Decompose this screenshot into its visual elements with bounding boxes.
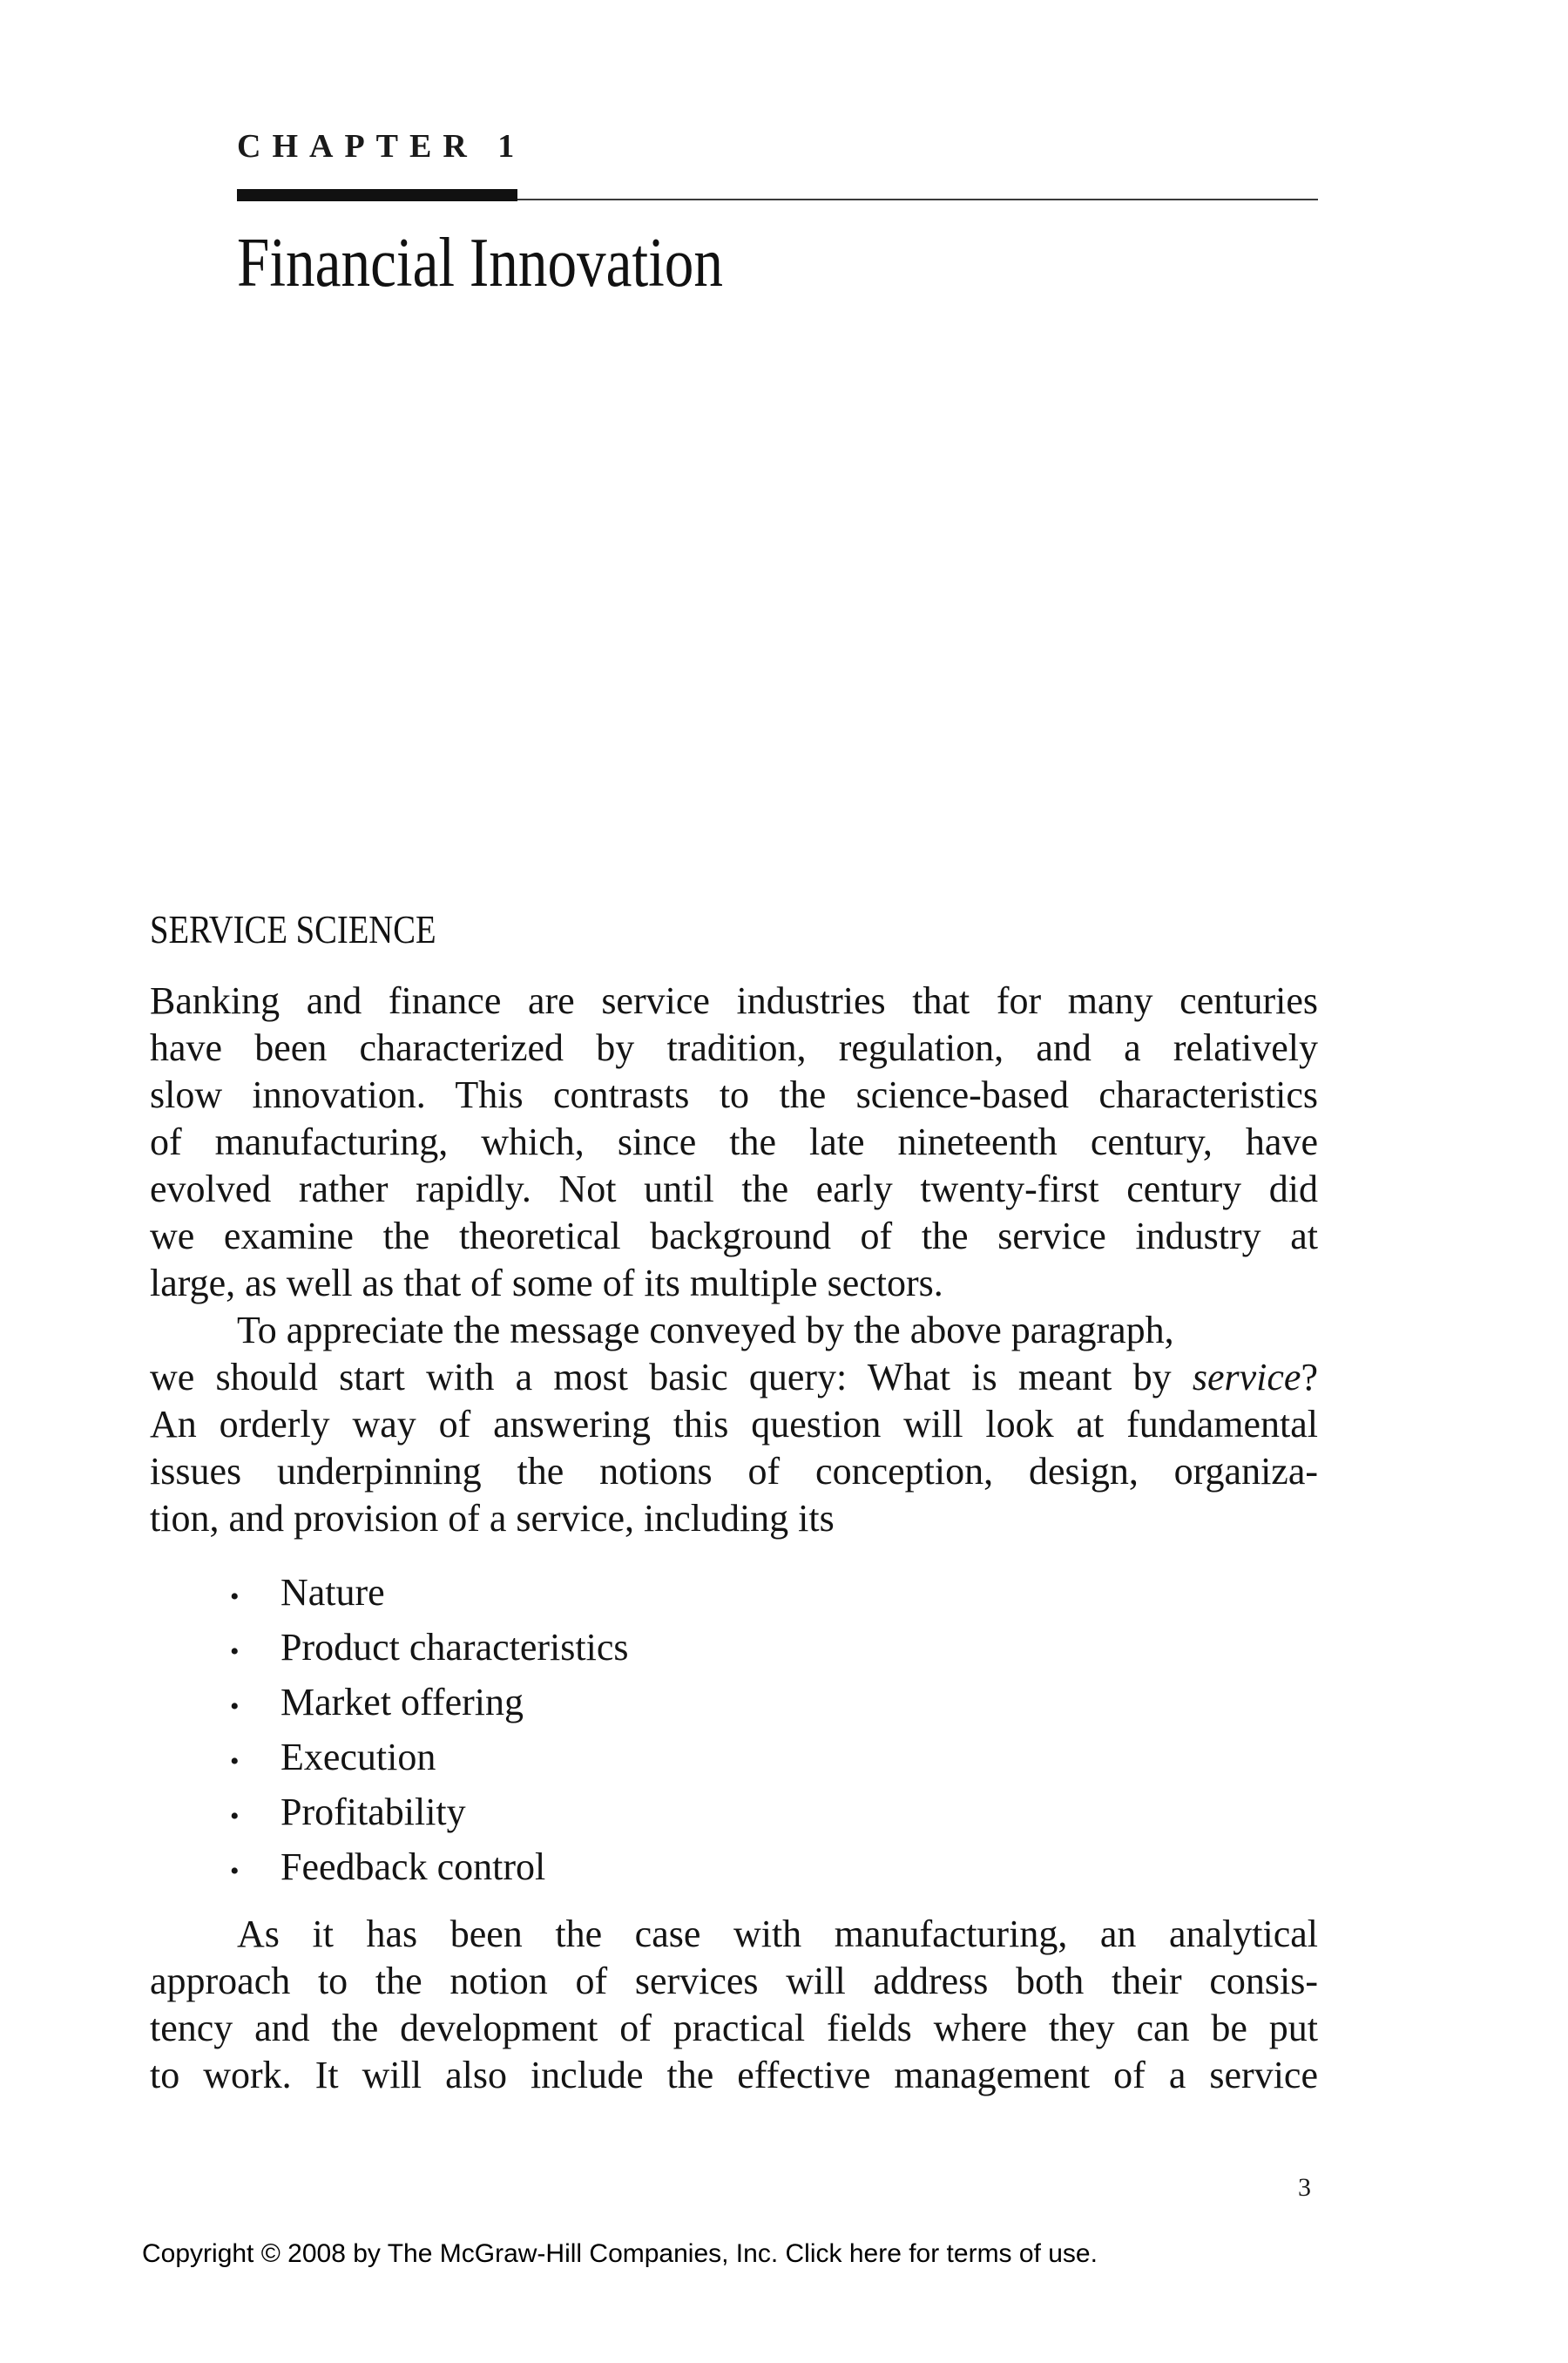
paragraph-3 bbox=[150, 1911, 1318, 2099]
paragraph-line: An orderly way of answering this question will look at fundamental bbox=[150, 1403, 1318, 1446]
bullet-icon: • bbox=[230, 1637, 240, 1666]
chapter-rule-thin bbox=[517, 199, 1318, 200]
paragraph-line: slow innovation. This contrasts to the science-based characteristics bbox=[150, 1073, 1318, 1116]
copyright-link[interactable]: Copyright © 2008 by The McGraw-Hill Companies, Inc. Click here for terms of use. bbox=[142, 2239, 1098, 2268]
list-item bbox=[230, 1675, 629, 1730]
bullet-icon: • bbox=[230, 1857, 240, 1886]
paragraph-line: we examine the theoretical background of the service industry at bbox=[150, 1215, 1318, 1257]
paragraph-line: large, as well as that of some of its multiple sectors. bbox=[150, 1262, 943, 1304]
paragraph-line bbox=[150, 1354, 1318, 1401]
chapter-rule-thick bbox=[237, 189, 517, 201]
page-number: 3 bbox=[1298, 2173, 1311, 2202]
section-heading: SERVICE SCIENCE bbox=[150, 907, 436, 951]
list-item-label: Profitability bbox=[280, 1791, 466, 1833]
paragraph-line: As it has been the case with manufacturing, an analytical bbox=[237, 1913, 1318, 1955]
paragraph-line: have been characterized by tradition, regulation, and a relatively bbox=[150, 1026, 1318, 1069]
bullet-icon: • bbox=[230, 1692, 240, 1721]
list-item-label: Execution bbox=[280, 1736, 436, 1778]
paragraph-line: tion, and provision of a service, including its bbox=[150, 1497, 835, 1540]
chapter-label: CHAPTER 1 bbox=[237, 128, 526, 165]
paragraph-line: approach to the notion of services will address both their consis- bbox=[150, 1960, 1318, 2002]
paragraph-line: of manufacturing, which, since the late nineteenth century, have bbox=[150, 1121, 1318, 1163]
paragraph-line: To appreciate the message conveyed by the above paragraph, bbox=[237, 1309, 1174, 1351]
list-item-label: Market offering bbox=[280, 1681, 524, 1723]
bullet-list bbox=[230, 1565, 629, 1894]
bullet-icon: • bbox=[230, 1747, 240, 1776]
list-item-label: Feedback control bbox=[280, 1845, 546, 1888]
paragraph-text: we should start with a most basic query: What is meant by bbox=[150, 1356, 1193, 1398]
paragraph-1 bbox=[150, 978, 1318, 1307]
paragraph-line: issues underpinning the notions of conception, design, organiza- bbox=[150, 1450, 1318, 1493]
chapter-title: Financial Innovation bbox=[237, 225, 724, 301]
paragraph-line: tency and the development of practical fields where they can be put bbox=[150, 2007, 1318, 2049]
bullet-icon: • bbox=[230, 1802, 240, 1831]
paragraph-line: Banking and finance are service industries that for many centuries bbox=[150, 979, 1318, 1022]
list-item-label: Product characteristics bbox=[280, 1626, 629, 1669]
paragraph-line: evolved rather rapidly. Not until the early twenty-first century did bbox=[150, 1168, 1318, 1210]
list-item bbox=[230, 1730, 629, 1784]
bullet-icon: • bbox=[230, 1582, 240, 1611]
paragraph-2 bbox=[150, 1307, 1318, 1542]
list-item-label: Nature bbox=[280, 1571, 385, 1614]
list-item bbox=[230, 1620, 629, 1675]
list-item bbox=[230, 1839, 629, 1894]
paragraph-line: to work. It will also include the effective management of a service bbox=[150, 2054, 1318, 2096]
list-item bbox=[230, 1565, 629, 1620]
list-item bbox=[230, 1784, 629, 1839]
emphasis-service: service bbox=[1192, 1356, 1301, 1398]
paragraph-text: ? bbox=[1301, 1356, 1318, 1398]
